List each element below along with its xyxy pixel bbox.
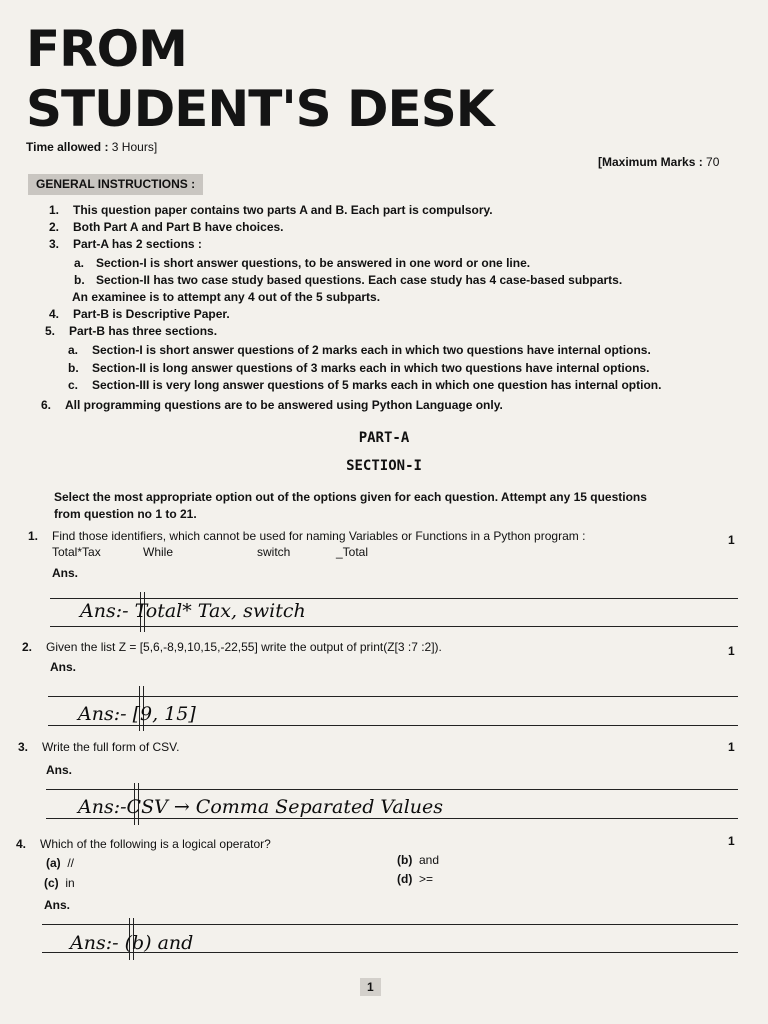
- option-label: (c): [44, 876, 59, 890]
- page-number: 1: [360, 978, 381, 996]
- instruction-text: Both Part A and Part B have choices.: [73, 220, 284, 234]
- question-3: [18, 740, 179, 754]
- question-2: [22, 640, 442, 654]
- part-heading: PART-A: [358, 430, 410, 446]
- instruction-text: Section-I is short answer questions of 2 marks each in which two questions have internal options.: [92, 343, 651, 357]
- general-instructions-heading: GENERAL INSTRUCTIONS :: [28, 174, 203, 195]
- choice-item: switch: [257, 545, 291, 559]
- option-text: >=: [419, 872, 434, 886]
- question-text: Find those identifiers, which cannot be used for naming Variables or Functions in a Python program :: [52, 529, 586, 543]
- option-b: [397, 853, 439, 867]
- section-instruction-line-2: from question no 1 to 21.: [54, 507, 197, 521]
- option-text: in: [65, 876, 75, 890]
- option-text: and: [419, 853, 440, 867]
- instruction-number: 2.: [49, 220, 60, 234]
- choice-item: _Total: [336, 545, 369, 559]
- question-number: 1.: [28, 529, 39, 543]
- instruction-text: An examinee is to attempt any 4 out of the 5 subparts.: [72, 290, 381, 304]
- choice-item: While: [143, 545, 174, 559]
- option-c: [44, 876, 75, 890]
- instruction-number: a.: [74, 256, 85, 270]
- instruction-text: Section-I is short answer questions, to be answered in one word or one line.: [96, 256, 531, 270]
- section-heading: SECTION-I: [346, 458, 422, 474]
- time-value: 3 Hours]: [108, 140, 158, 154]
- answer-line: [42, 924, 738, 925]
- question-text: Which of the following is a logical operator?: [40, 837, 271, 851]
- option-d: [397, 872, 433, 886]
- time-label: Time allowed :: [26, 140, 109, 154]
- question-number: 3.: [18, 740, 29, 754]
- instruction-number: b.: [74, 273, 85, 287]
- title-line-1: FROM: [26, 20, 187, 78]
- section-instruction-line-1: Select the most appropriate option out of the options given for each question. Attempt any 15 questions: [54, 490, 647, 504]
- answer-label: Ans.: [44, 898, 71, 912]
- question-marks: 1: [728, 533, 735, 547]
- answer-line: [48, 725, 738, 726]
- instruction-number: b.: [68, 361, 79, 375]
- handwritten-answer: Ans:-CSV → Comma Separated Values: [78, 796, 444, 818]
- answer-line: [46, 789, 738, 790]
- answer-label: Ans.: [46, 763, 73, 777]
- instruction-text: This question paper contains two parts A and B. Each part is compulsory.: [73, 203, 493, 217]
- instruction-text: Part-B is Descriptive Paper.: [73, 307, 230, 321]
- option-text: //: [67, 856, 75, 870]
- answer-label: Ans.: [52, 566, 79, 580]
- instruction-number: 4.: [49, 307, 60, 321]
- maximum-marks: [598, 155, 719, 169]
- instruction-number: 6.: [41, 398, 52, 412]
- question-number: 4.: [16, 837, 27, 851]
- question-marks: 1: [728, 834, 735, 848]
- handwritten-answer: Ans:- (b) and: [70, 932, 194, 954]
- marks-value: 70: [702, 155, 720, 169]
- choice-item: Total*Tax: [52, 545, 101, 559]
- question-marks: 1: [728, 644, 735, 658]
- instruction-number: a.: [68, 343, 79, 357]
- instruction-number: 3.: [49, 237, 60, 251]
- option-a: [46, 856, 74, 870]
- option-label: (d): [397, 872, 413, 886]
- instruction-number: 5.: [45, 324, 56, 338]
- answer-line: [50, 598, 738, 599]
- instruction-text: Section-III is very long answer questions of 5 marks each in which one question has internal option.: [92, 378, 662, 392]
- handwritten-answer: Ans:- [9, 15]: [78, 703, 196, 725]
- instruction-number: 1.: [49, 203, 60, 217]
- handwritten-answer: Ans:- Total* Tax, switch: [80, 600, 306, 622]
- instruction-text: Section-II is long answer questions of 3 marks each in which two questions have internal options.: [92, 361, 650, 375]
- instruction-text: Part-B has three sections.: [69, 324, 218, 338]
- time-allowed: [26, 140, 157, 154]
- instruction-text: Section-II has two case study based questions. Each case study has 4 case-based subparts.: [96, 273, 623, 287]
- instruction-text: Part-A has 2 sections :: [73, 237, 202, 251]
- question-marks: 1: [728, 740, 735, 754]
- question-1: [28, 529, 585, 543]
- instruction-text: All programming questions are to be answered using Python Language only.: [65, 398, 503, 412]
- question-text: Given the list Z = [5,6,-8,9,10,15,-22,55] write the output of print(Z[3 :7 :2]).: [46, 640, 442, 654]
- option-label: (b): [397, 853, 413, 867]
- answer-line: [46, 818, 738, 819]
- option-label: (a): [46, 856, 61, 870]
- instruction-number: c.: [68, 378, 79, 392]
- answer-label: Ans.: [50, 660, 77, 674]
- question-text: Write the full form of CSV.: [42, 740, 180, 754]
- question-4: [16, 837, 271, 851]
- answer-line: [50, 626, 738, 627]
- marks-label: [Maximum Marks :: [598, 155, 703, 169]
- answer-line: [48, 696, 738, 697]
- question-number: 2.: [22, 640, 33, 654]
- title-line-2: STUDENT'S DESK: [26, 80, 494, 138]
